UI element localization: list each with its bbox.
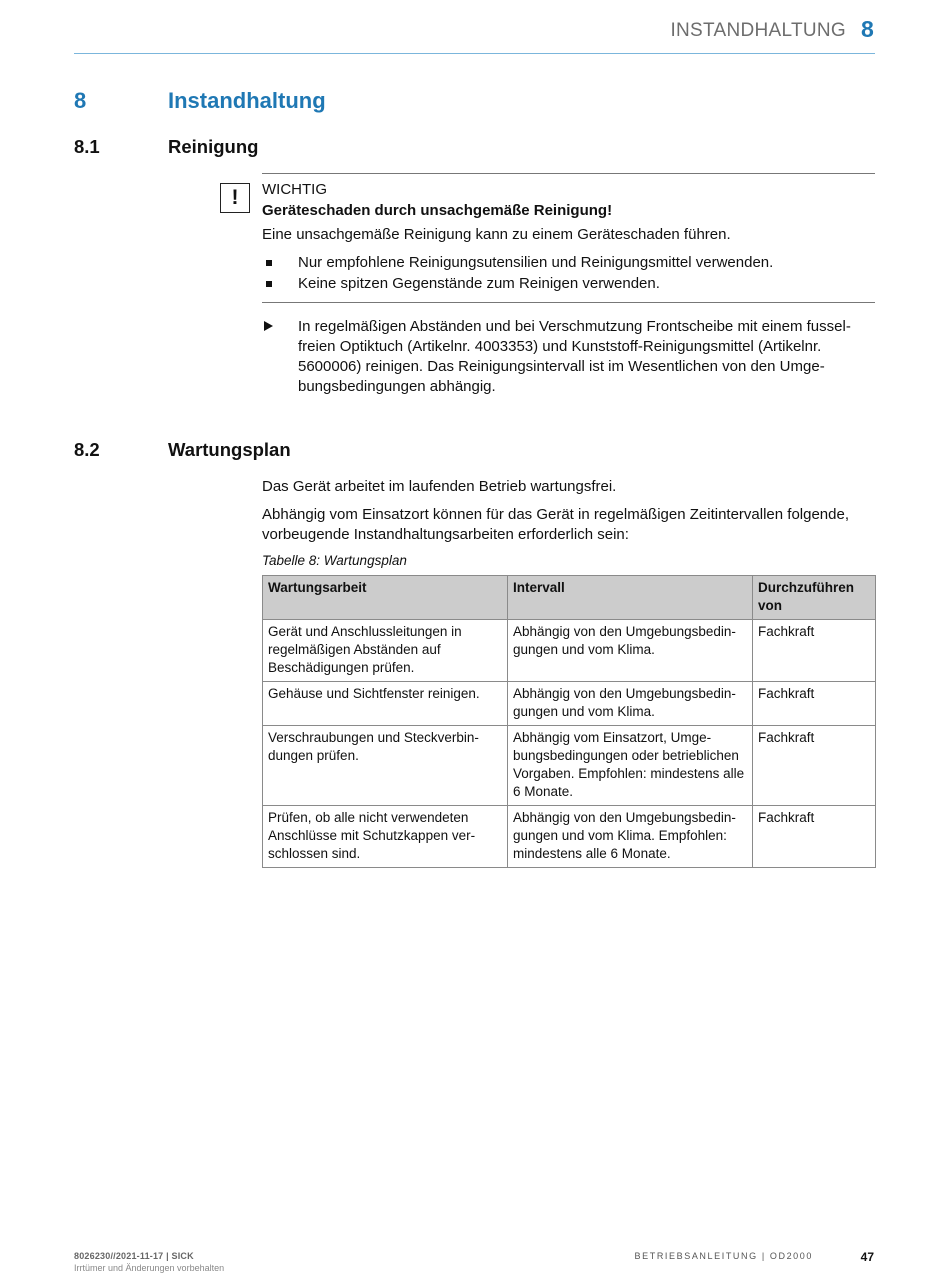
table-cell: Gehäuse und Sichtfenster reinigen. — [263, 682, 508, 726]
cleaning-instruction-step: In regelmäßigen Abständen und bei Verschmutzung Frontscheibe mit einem fusselfreien Optiktuch (Artikelnr. 4003353) und Kunststoff-Reinigungsmittel (Artikelnr. 5600006) reinigen. Das Reinigungsintervall ist im Wesentlichen von den Umgebungsbedingungen abhängig. — [298, 318, 851, 395]
page-number: 47 — [860, 1250, 874, 1264]
table-caption: Tabelle 8: Wartungsplan — [262, 553, 407, 568]
table-cell: Fachkraft — [753, 726, 876, 806]
running-header-chapter-number: 8 — [861, 16, 874, 42]
header-divider — [74, 53, 875, 54]
bullet-square-icon — [266, 260, 272, 266]
chapter-number: 8 — [74, 88, 87, 113]
section-8-2-title: Wartungsplan — [168, 439, 291, 460]
maintenance-intro-paragraph: Das Gerät arbeitet im laufenden Betrieb wartungsfrei. — [262, 478, 617, 495]
running-header-title: INSTANDHALTUNG — [670, 20, 846, 41]
important-notice-icon: ! — [220, 183, 250, 213]
table-row — [263, 620, 876, 682]
section-8-1-number: 8.1 — [74, 136, 100, 157]
notice-bottom-rule — [262, 302, 875, 303]
table-cell: Abhängig von den Umgebungsbedingungen und vom Klima. — [508, 682, 753, 726]
section-8-1-title: Reinigung — [168, 136, 259, 157]
table-cell: Fachkraft — [753, 806, 876, 868]
table-cell: Gerät und Anschlussleitungen in regelmäßigen Abständen auf Beschädigungen prüfen. — [263, 620, 508, 682]
table-cell: Abhängig von den Umgebungsbedingungen und vom Klima. — [508, 620, 753, 682]
footer-disclaimer: Irrtümer und Änderungen vorbehalten — [74, 1263, 225, 1273]
maintenance-table — [262, 575, 876, 868]
section-8-2-number: 8.2 — [74, 439, 100, 460]
footer-document-id: 8026230//2021-11-17 | SICK — [74, 1251, 194, 1261]
table-row — [263, 726, 876, 806]
table-cell: Prüfen, ob alle nicht verwendeten Anschlüsse mit Schutzkappen verschlossen sind. — [263, 806, 508, 868]
footer-manual-title: BETRIEBSANLEITUNG | OD2000 — [634, 1251, 813, 1261]
notice-label: WICHTIG — [262, 181, 327, 198]
table-cell: Verschraubungen und Steckverbindungen prüfen. — [263, 726, 508, 806]
column-header: Wartungsarbeit — [263, 576, 508, 620]
table-header-row — [263, 576, 876, 620]
column-header: Intervall — [508, 576, 753, 620]
table-cell: Abhängig von den Umgebungsbedingungen und vom Klima. Empfohlen: mindestens alle 6 Monate. — [508, 806, 753, 868]
bullet-square-icon — [266, 281, 272, 287]
notice-bullet-2: Keine spitzen Gegenstände zum Reinigen verwenden. — [298, 275, 660, 292]
step-arrow-icon — [264, 321, 273, 331]
table-cell: Abhängig vom Einsatzort, Umgebungsbedingungen oder betrieblichen Vorgaben. Empfohlen: mindestens alle 6 Monate. — [508, 726, 753, 806]
table-cell: Fachkraft — [753, 620, 876, 682]
notice-bullet-1: Nur empfohlene Reinigungsutensilien und Reinigungsmittel verwenden. — [298, 254, 774, 271]
notice-headline: Geräteschaden durch unsachgemäße Reinigung! — [262, 202, 613, 219]
chapter-title: Instandhaltung — [168, 88, 326, 113]
table-cell: Fachkraft — [753, 682, 876, 726]
notice-text: Eine unsachgemäße Reinigung kann zu einem Geräteschaden führen. — [262, 226, 731, 243]
column-header: Durchzuführen von — [753, 576, 876, 620]
maintenance-detail-paragraph: Abhängig vom Einsatzort können für das Gerät in regelmäßigen Zeitintervallen folgende, vorbeugende Instandhaltungsarbeiten erforderlich sein: — [262, 506, 849, 543]
table-row — [263, 682, 876, 726]
notice-top-rule — [262, 173, 875, 174]
table-row — [263, 806, 876, 868]
